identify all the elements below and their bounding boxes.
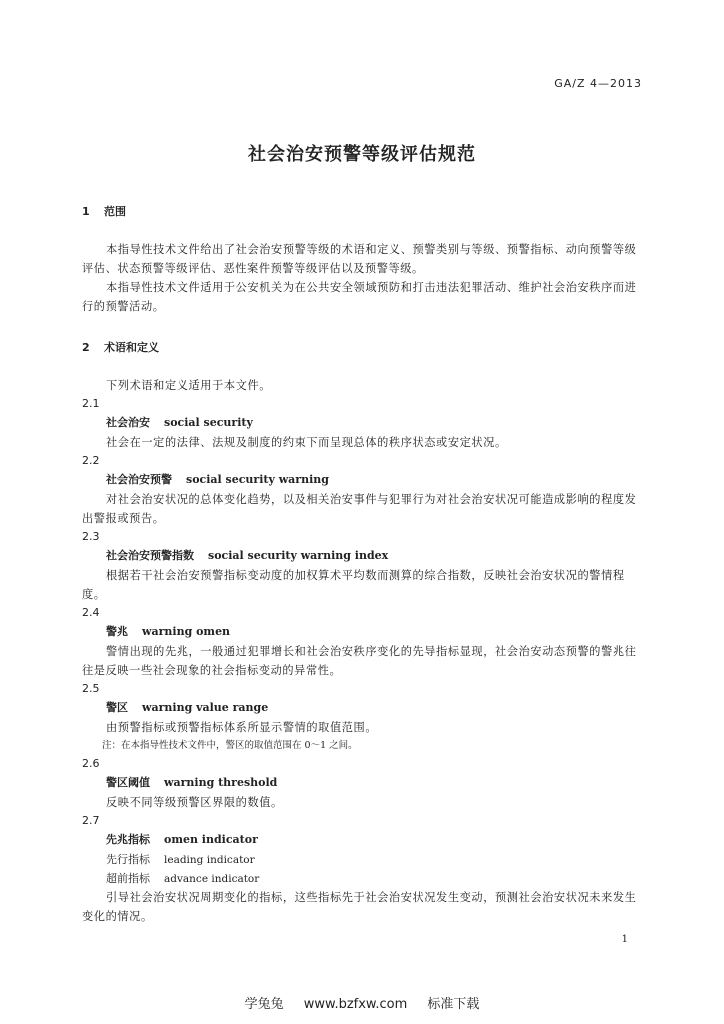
- section-number: 1: [82, 205, 90, 218]
- term-cn: 警区阈值: [106, 776, 150, 789]
- term-en: warning threshold: [164, 776, 278, 789]
- term-cn: 警兆: [106, 625, 128, 638]
- term-synonym: [82, 850, 642, 869]
- clause-number: 2.5: [82, 682, 100, 695]
- footer-site-slogan: 标准下载: [427, 997, 480, 1012]
- term-en: warning value range: [142, 701, 269, 714]
- scope-paragraph-2: 本指导性技术文件适用于公安机关为在公共安全领域预防和打击违法犯罪活动、维护社会治安秩序而进行的预警活动。: [82, 281, 637, 313]
- page-number: 1: [621, 934, 628, 945]
- term-cn: 社会治安预警指数: [106, 549, 194, 562]
- synonym-cn: 超前指标: [106, 872, 150, 885]
- synonym-en: advance indicator: [164, 873, 260, 885]
- term-definition: 警情出现的先兆，一般通过犯罪增长和社会治安秩序变化的先导指标显现，社会治安动态预警的警兆往往是反映一些社会现象的社会指标变动的异常性。: [82, 645, 637, 677]
- term-entry: [82, 773, 642, 793]
- clause-number: 2.3: [82, 530, 100, 543]
- term-cn: 警区: [106, 701, 128, 714]
- clause-number: 2.7: [82, 814, 100, 827]
- scope-paragraph-1: 本指导性技术文件给出了社会治安预警等级的术语和定义、预警类别与等级、预警指标、动向预警等级评估、状态预警等级评估、恶性案件预警等级评估以及预警等级。: [82, 243, 637, 275]
- term-definition: 引导社会治安状况周期变化的指标，这些指标先于社会治安状况发生变动，预测社会治安状况未来发生变化的情况。: [82, 891, 637, 923]
- term-entry: [82, 413, 642, 433]
- term-definition: 反映不同等级预警区界限的数值。: [106, 796, 283, 809]
- term-synonym: [82, 869, 642, 888]
- term-entry: [82, 470, 642, 490]
- term-entry: [82, 546, 642, 566]
- synonym-cn: 先行指标: [106, 853, 150, 866]
- term-entry: [82, 698, 642, 718]
- term-cn: 社会治安: [106, 416, 150, 429]
- footer-site-name: 学兔兔: [244, 997, 284, 1012]
- term-en: warning omen: [142, 625, 231, 638]
- clause-number: 2.4: [82, 606, 100, 619]
- site-footer: [0, 993, 724, 1012]
- term-note: 注：在本指导性技术文件中，警区的取值范围在 0～1 之间。: [102, 740, 358, 751]
- term-en: social security warning index: [208, 549, 389, 562]
- clause-number: 2.1: [82, 397, 100, 410]
- term-en: social security: [164, 416, 253, 429]
- term-definition: 社会在一定的法律、法规及制度的约束下而呈现总体的秩序状态或安定状况。: [106, 436, 507, 449]
- term-cn: 先兆指标: [106, 833, 150, 846]
- document-body: [82, 202, 642, 926]
- term-en: social security warning: [186, 473, 329, 486]
- standard-code: GA/Z 4—2013: [554, 77, 642, 90]
- document-title: 社会治安预警等级评估规范: [248, 144, 476, 165]
- term-definition: 根据若干社会治安预警指标变动度的加权算术平均数而测算的综合指数，反映社会治安状况的警情程度。: [82, 569, 625, 601]
- term-definition: 由预警指标或预警指标体系所显示警情的取值范围。: [106, 721, 378, 734]
- clause-number: 2.2: [82, 454, 100, 467]
- section-title: 范围: [104, 205, 126, 218]
- section-heading-terms: [82, 338, 642, 358]
- term-entry: [82, 622, 642, 642]
- terms-intro: 下列术语和定义适用于本文件。: [106, 379, 272, 392]
- section-heading-scope: [82, 202, 642, 222]
- term-definition: 对社会治安状况的总体变化趋势，以及相关治安事件与犯罪行为对社会治安状况可能造成影响的程度发出警报或预告。: [82, 493, 637, 525]
- clause-number: 2.6: [82, 757, 100, 770]
- term-entry: [82, 830, 642, 850]
- section-title: 术语和定义: [104, 341, 159, 354]
- synonym-en: leading indicator: [164, 854, 255, 866]
- section-number: 2: [82, 341, 90, 354]
- footer-site-link[interactable]: www.bzfxw.com: [303, 997, 408, 1012]
- term-cn: 社会治安预警: [106, 473, 172, 486]
- term-en: omen indicator: [164, 833, 258, 846]
